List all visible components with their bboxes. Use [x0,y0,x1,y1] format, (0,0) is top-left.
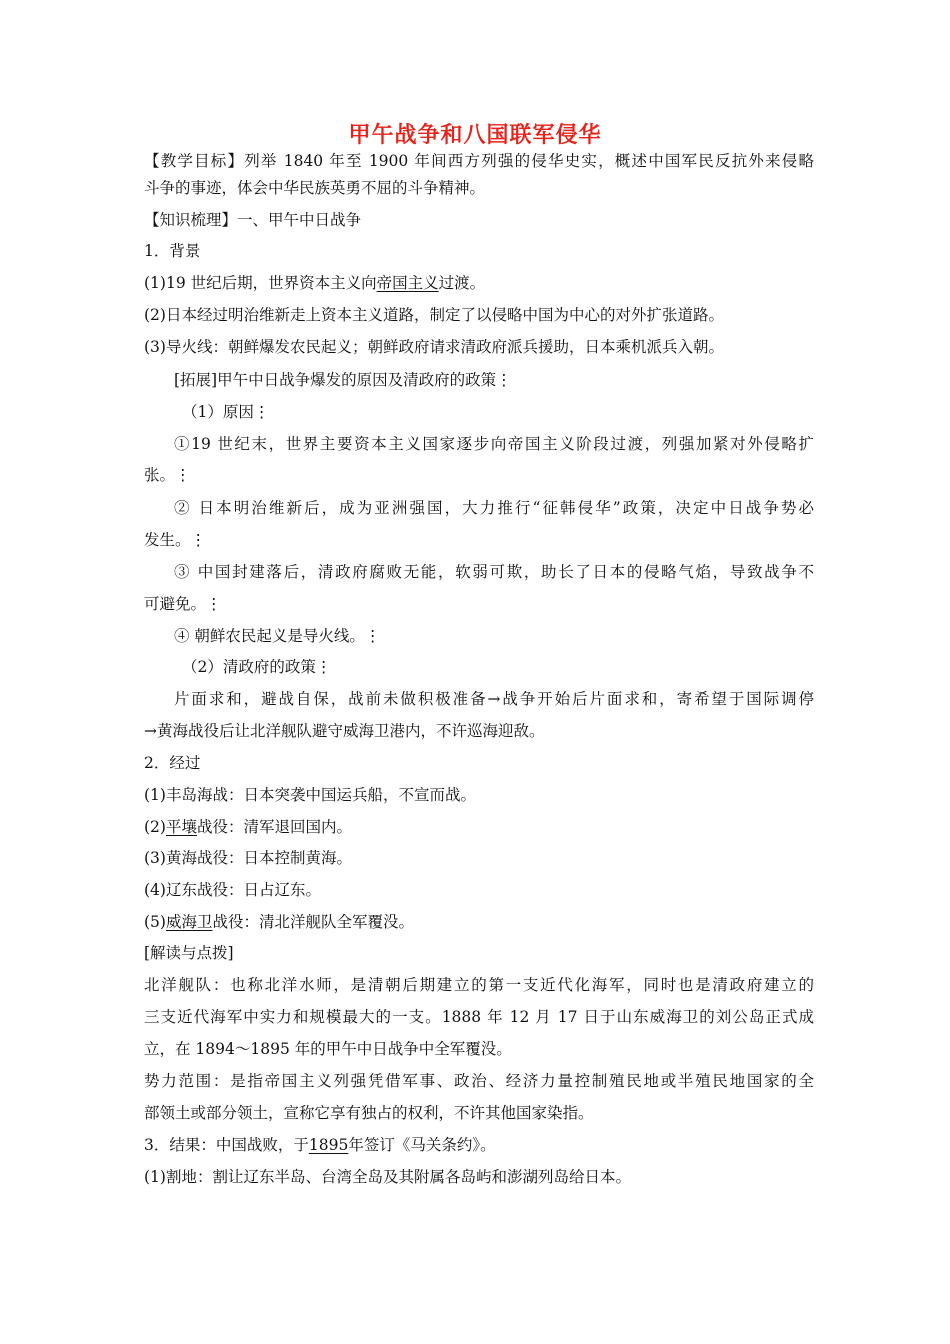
policy-heading: （2）清政府的政策⋮ [182,658,332,676]
knowledge-heading: 【知识梳理】一、甲午中日战争 [144,211,362,229]
objective-line-1: 【教学目标】列举 1840 年至 1900 年间西方列强的侵华史实，概述中国军民反抗外来侵略 [144,152,814,170]
underlined-term: 1895 [308,1136,349,1154]
background-item-2: (2)日本经过明治维新走上资本主义道路，制定了以侵略中国为中心的对外扩张道路。 [144,306,724,324]
process-item-4: (4)辽东战役：日占辽东。 [144,881,321,899]
cause-1-line-2: 张。⋮ [144,466,191,484]
background-heading: 1．背景 [144,242,201,260]
process-item-2: (2)平壤战役：清军退回国内。 [144,818,352,836]
fleet-line-2: 三支近代海军中实力和规模最大的一支。1888 年 12 月 17 日于山东威海卫的刘公岛正式成 [144,1008,814,1026]
extension-heading: [拓展]甲午中日战争爆发的原因及清政府的政策⋮ [174,371,512,389]
process-item-1: (1)丰岛海战：日本突袭中国运兵船，不宣而战。 [144,786,476,804]
sphere-line-1: 势力范围：是指帝国主义列强凭借军事、政治、经济力量控制殖民地或半殖民地国家的全 [144,1072,814,1090]
cause-2-line-2: 发生。⋮ [144,531,207,549]
process-item-3: (3)黄海战役：日本控制黄海。 [144,849,352,867]
background-item-1: (1)19 世纪后期，世界资本主义向帝国主义过渡。 [144,274,486,292]
underlined-term: 威海卫 [165,913,213,931]
cause-4: ④ 朝鲜农民起义是导火线。⋮ [174,627,381,645]
result-item-1: (1)割地：割让辽东半岛、台湾全岛及其附属各岛屿和澎湖列岛给日本。 [144,1168,631,1186]
underlined-term: 帝国主义 [376,274,439,292]
objective-line-2: 斗争的事迹，体会中华民族英勇不屈的斗争精神。 [144,179,486,197]
cause-2-line-1: ② 日本明治维新后，成为亚洲强国，大力推行“征韩侵华”政策，决定中日战争势必 [174,499,814,517]
background-item-3: (3)导火线：朝鲜爆发农民起义；朝鲜政府请求清政府派兵援助，日本乘机派兵入朝。 [144,338,724,356]
fleet-line-1: 北洋舰队：也称北洋水师，是清朝后期建立的第一支近代化海军，同时也是清政府建立的 [144,976,814,994]
cause-3-line-2: 可避免。⋮ [144,595,222,613]
policy-line-2: →黄海战役后让北洋舰队避守威海卫港内，不许巡海迎敌。 [144,722,545,740]
fleet-line-3: 立，在 1894～1895 年的甲午中日战争中全军覆没。 [144,1040,512,1058]
policy-line-1: 片面求和，避战自保，战前未做积极准备→战争开始后片面求和，寄希望于国际调停 [174,690,814,708]
sphere-line-2: 部领土或部分领土，宣称它享有独占的权利，不许其他国家染指。 [144,1104,594,1122]
cause-heading: （1）原因⋮ [182,403,270,421]
result-heading: 3．结果：中国战败，于1895年签订《马关条约》。 [144,1136,496,1154]
process-heading: 2．经过 [144,754,201,772]
process-item-5: (5)威海卫战役：清北洋舰队全军覆没。 [144,913,414,931]
underlined-term: 平壤 [165,818,197,836]
notes-heading: [解读与点拨] [144,944,234,962]
cause-1-line-1: ①19 世纪末，世界主要资本主义国家逐步向帝国主义阶段过渡，列强加紧对外侵略扩 [174,435,814,453]
page-title: 甲午战争和八国联军侵华 [348,123,602,148]
cause-3-line-1: ③ 中国封建落后，清政府腐败无能，软弱可欺，助长了日本的侵略气焰，导致战争不 [174,563,814,581]
